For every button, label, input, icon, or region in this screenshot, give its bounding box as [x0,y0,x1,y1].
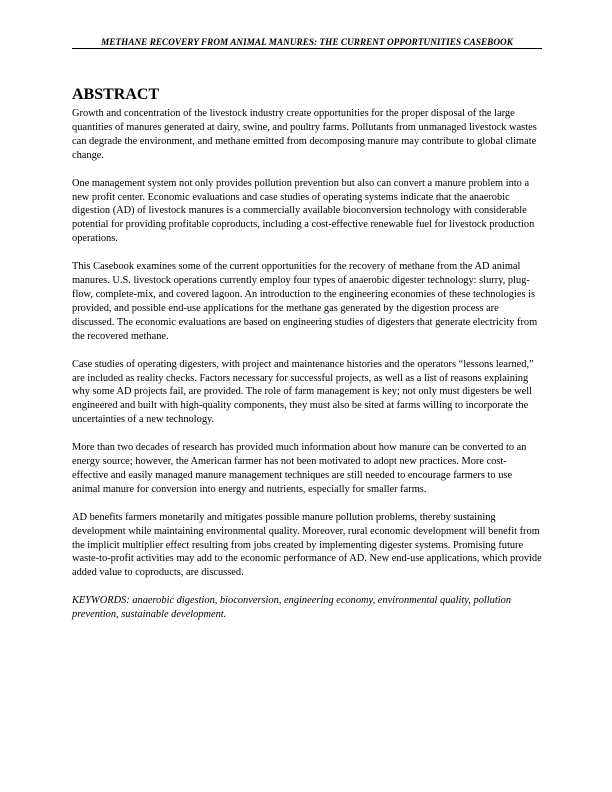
abstract-paragraph-4: Case studies of operating digesters, with project and maintenance histories and the operators “lessons learned,” are included as reality checks. Factors necessary for successful projects, as well as a list of reasons explaining why some AD projects fail, are provided. The role of farm management is key; not only must digesters be well engineered and built with high-quality components, they must also be sited at farms willing to incorporate the uncertainties of a new technology. [72,358,534,426]
abstract-paragraph-3: This Casebook examines some of the current opportunities for the recovery of methane from the AD animal manures. U.S. livestock operations currently employ four types of anaerobic digester technology: slurry, plug-flow, complete-mix, and covered lagoon. An introduction to the engineering economies of these technologies is provided, and possible end-use applications for the methane gas generated by the digestion process are discussed. The economic evaluations are based on engineering studies of digesters that generate electricity from the recovered methane. [72,261,538,342]
abstract-paragraph-5: More than two decades of research has provided much information about how manure can be converted to an energy source; however, the American farmer has not been motivated to adopt new practices. More cost-effective and easily managed manure management techniques are still needed to encourage farmers to use animal manure for conversion into energy and nutrients, especially for smaller farms. [72,442,527,495]
abstract-paragraph-1: Growth and concentration of the livestock industry create opportunities for the proper disposal of the large quantities of manures generated at dairy, swine, and poultry farms. Pollutants from unmanaged livestock wastes can degrade the environment, and methane emitted from decomposing manure may contribute to global climate change. [72,108,537,161]
abstract-section [72,85,542,622]
abstract-paragraph-6: AD benefits farmers monetarily and mitigates possible manure pollution problems, thereby sustaining development while maintaining environmental quality. Moreover, rural economic development will benefit from the implicit multiplier effect resulting from jobs created by implementing digester systems. Promising future waste-to-profit activities may add to the economic performance of AD. New end-use applications, which provide added value to coproducts, are discussed. [72,511,542,579]
abstract-title: ABSTRACT [72,86,160,103]
keywords: KEYWORDS: anaerobic digestion, bioconversion, engineering economy, environmental quality, pollution prevention, sustainable development. [72,595,512,621]
header-rule [72,48,542,49]
running-header: METHANE RECOVERY FROM ANIMAL MANURES: THE CURRENT OPPORTUNITIES CASEBOOK [101,37,513,47]
abstract-paragraph-2: One management system not only provides pollution prevention but also can convert a manure problem into a new profit center. Economic evaluations and case studies of operating systems indicate that the anaerobic digestion (AD) of livestock manures is a commercially available bioconversion technology with considerable potential for providing profitable coproducts, including a cost-effective renewable fuel for livestock production operations. [72,177,535,245]
